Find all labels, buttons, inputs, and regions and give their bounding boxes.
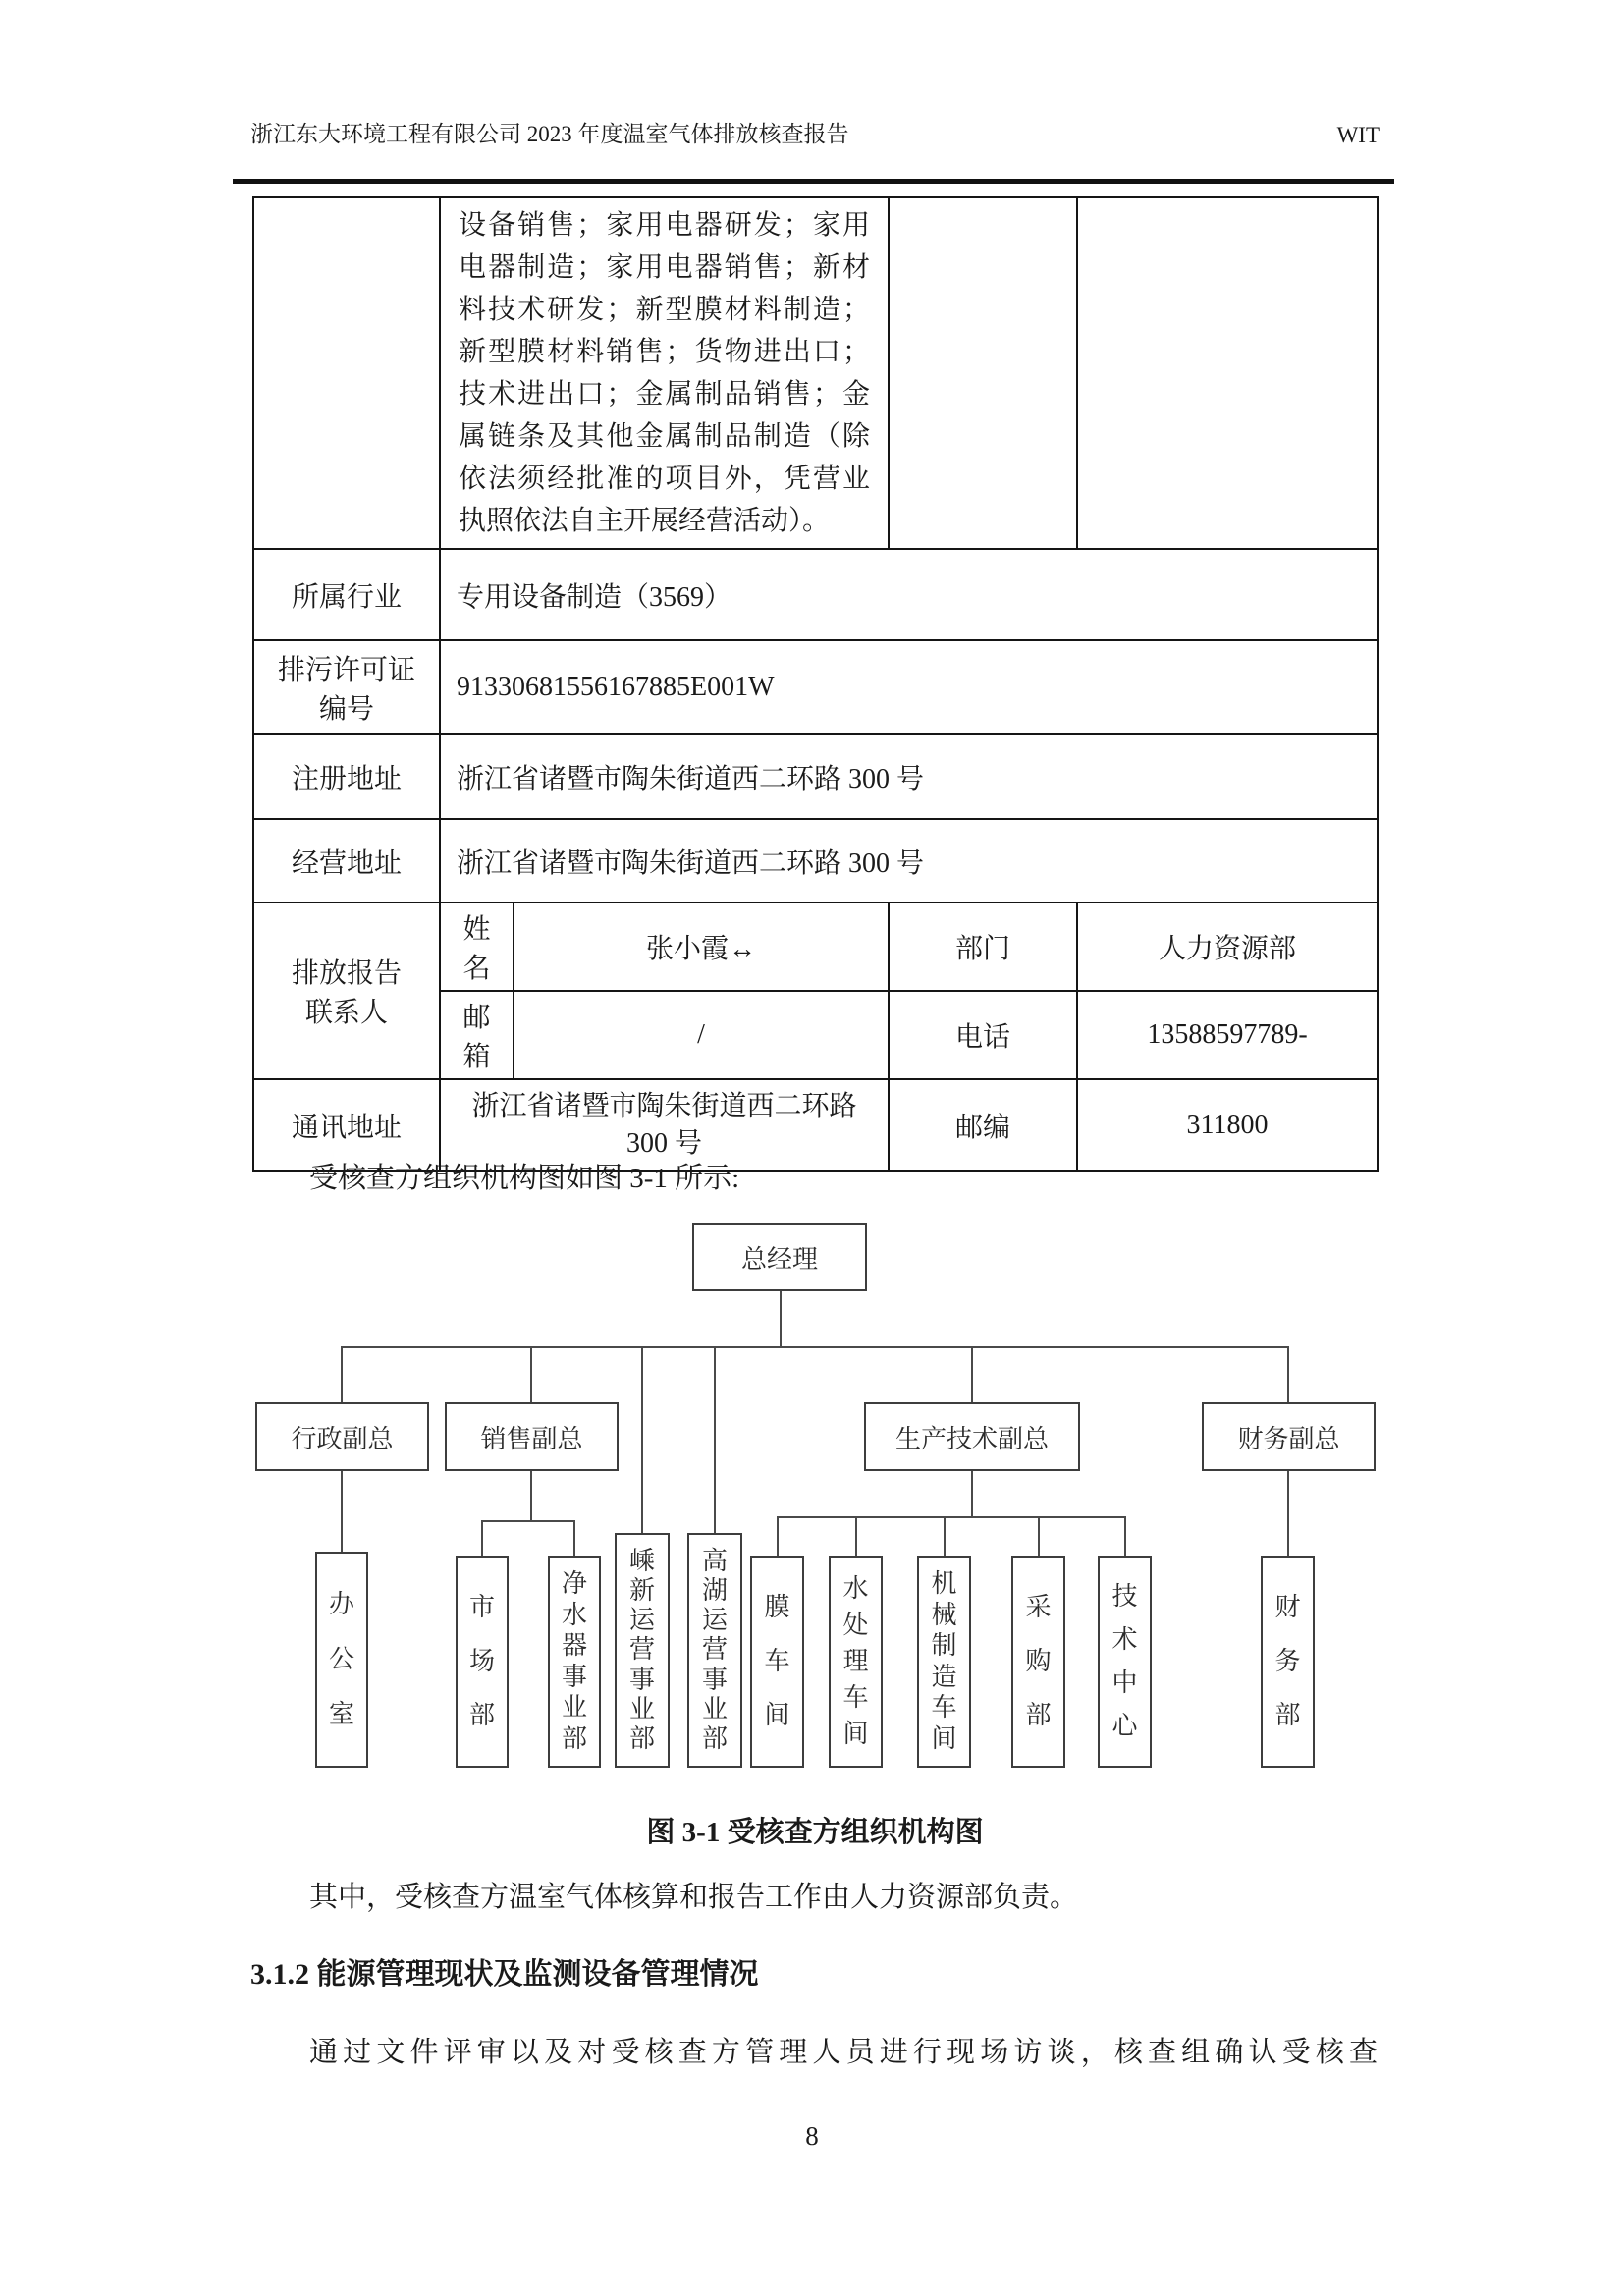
table-row (253, 819, 1378, 902)
org-node-gaohu-operations-division (687, 1533, 742, 1768)
org-node-label: 膜 车 间 (764, 1592, 790, 1730)
org-node-machinery-workshop (917, 1556, 971, 1768)
connector-line (341, 1471, 343, 1554)
connector-line (714, 1346, 716, 1534)
org-node-technology-center (1098, 1556, 1152, 1768)
business-scope-cell: 设备销售；家用电器研发；家用电器制造；家用电器销售；新材料技术研发；新型膜材料制造；新型膜材料销售；货物进出口；技术进出口；金属制品销售；金属链条及其他金属制品制造（除依法须经批准的项目外，凭营业执照依法自主开展经营活动）。 (440, 197, 889, 549)
org-node-label: 办 公 室 (328, 1589, 354, 1729)
postal-address-value: 浙江省诸暨市陶朱街道西二环路 300 号 (440, 1079, 889, 1171)
contact-email-value: / (514, 991, 889, 1079)
table-row (253, 640, 1378, 734)
connector-line (1287, 1471, 1289, 1558)
connector-line (971, 1471, 973, 1518)
org-node-sales-vp (445, 1402, 619, 1471)
table-row (253, 1079, 1378, 1171)
org-node-admin-vp (255, 1402, 429, 1471)
org-chart (0, 1218, 1624, 1787)
org-node-water-purifier-division (548, 1556, 601, 1768)
postal-address-label: 通讯地址 (253, 1079, 440, 1171)
org-node-label: 财务副总 (1237, 1424, 1340, 1453)
connector-line (971, 1346, 973, 1402)
org-node-label: 高 湖 运 营 事 业 部 (701, 1546, 728, 1754)
org-node-label: 技 术 中 心 (1111, 1581, 1138, 1741)
connector-line (530, 1346, 532, 1402)
contact-label (253, 902, 440, 1079)
connector-line (1287, 1346, 1289, 1402)
connector-line (777, 1516, 779, 1558)
page-number: 8 (805, 2121, 819, 2151)
contact-email-label: 邮箱 (440, 991, 514, 1079)
table-row (253, 902, 1378, 991)
connector-line (855, 1516, 857, 1558)
business-scope-label-cell (253, 197, 440, 549)
table-row (253, 734, 1378, 819)
empty-cell (889, 197, 1077, 549)
industry-label: 所属行业 (253, 549, 440, 640)
registered-address-label: 注册地址 (253, 734, 440, 819)
contact-label-line2: 联系人 (304, 998, 388, 1028)
contact-phone-label: 电话 (889, 991, 1077, 1079)
org-node-label: 总经理 (740, 1244, 818, 1274)
connector-line (1124, 1516, 1126, 1558)
org-node-label: 市 场 部 (468, 1592, 495, 1730)
org-node-general-manager (692, 1223, 867, 1291)
connector-line (481, 1520, 483, 1558)
contact-dept-value: 人力资源部 (1077, 902, 1378, 991)
connector-line (341, 1346, 1289, 1348)
company-info-table (252, 196, 1379, 1172)
contact-dept-label: 部门 (889, 902, 1077, 991)
table-row (253, 549, 1378, 640)
org-node-label: 财 务 部 (1274, 1592, 1301, 1730)
connector-line (777, 1516, 1126, 1518)
org-node-purchasing-dept (1011, 1556, 1065, 1768)
contact-phone-value: 13588597789- (1077, 991, 1378, 1079)
page-header (250, 116, 1380, 148)
header-title: 浙江东大环境工程有限公司 2023 年度温室气体排放核查报告 (250, 122, 849, 146)
after-chart-paragraph: 其中，受核查方温室气体核算和报告工作由人力资源部负责。 (309, 1882, 1079, 1913)
section-heading: 3.1.2 能源管理现状及监测设备管理情况 (250, 1958, 759, 1991)
connector-line (944, 1516, 946, 1558)
org-node-label: 净 水 器 事 业 部 (561, 1569, 587, 1753)
org-node-finance-vp (1202, 1402, 1376, 1471)
contact-name-label: 姓名 (440, 902, 514, 991)
empty-cell (1077, 197, 1378, 549)
org-node-label: 销售副总 (480, 1424, 583, 1453)
org-node-label: 生产技术副总 (894, 1424, 1049, 1453)
connector-line (1038, 1516, 1040, 1558)
header-right-mark: WIT (1336, 123, 1380, 147)
org-node-water-treatment-workshop (829, 1556, 883, 1768)
connector-line (530, 1471, 532, 1522)
connector-line (341, 1346, 343, 1402)
figure-caption: 图 3-1 受核查方组织机构图 (646, 1817, 984, 1848)
contact-label-line1: 排放报告 (291, 958, 402, 989)
postal-zip-value: 311800 (1077, 1079, 1378, 1171)
body-paragraph: 通过文件评审以及对受核查方管理人员进行现场访谈，核查组确认受核查 (309, 2037, 1378, 2068)
org-node-label: 水 处 理 车 间 (842, 1574, 869, 1748)
postal-zip-label: 邮编 (889, 1079, 1077, 1171)
permit-label: 排污许可证编号 (253, 640, 440, 734)
org-node-market-dept (456, 1556, 509, 1768)
intro-paragraph: 受核查方组织机构图如图 3-1 所示: (309, 1163, 740, 1194)
connector-line (780, 1291, 782, 1348)
org-node-finance-dept (1261, 1556, 1315, 1768)
permit-value: 91330681556167885E001W (440, 640, 1378, 734)
industry-value: 专用设备制造（3569） (440, 549, 1378, 640)
org-node-shengxin-operations-division (615, 1533, 670, 1768)
connector-line (641, 1346, 643, 1534)
registered-address-value: 浙江省诸暨市陶朱街道西二环路 300 号 (440, 734, 1378, 819)
org-node-production-tech-vp (864, 1402, 1080, 1471)
connector-line (481, 1520, 575, 1522)
org-node-office (315, 1552, 368, 1768)
org-node-label: 行政副总 (291, 1424, 394, 1453)
connector-line (573, 1520, 575, 1558)
org-node-label: 嵊 新 运 营 事 业 部 (628, 1546, 655, 1754)
org-node-membrane-workshop (750, 1556, 804, 1768)
org-node-label: 采 购 部 (1025, 1592, 1052, 1730)
contact-name-value: 张小霞↔ (514, 902, 889, 991)
operating-address-value: 浙江省诸暨市陶朱街道西二环路 300 号 (440, 819, 1378, 902)
org-node-label: 机 械 制 造 车 间 (931, 1569, 957, 1753)
operating-address-label: 经营地址 (253, 819, 440, 902)
table-row (253, 197, 1378, 549)
header-rule (233, 179, 1394, 184)
